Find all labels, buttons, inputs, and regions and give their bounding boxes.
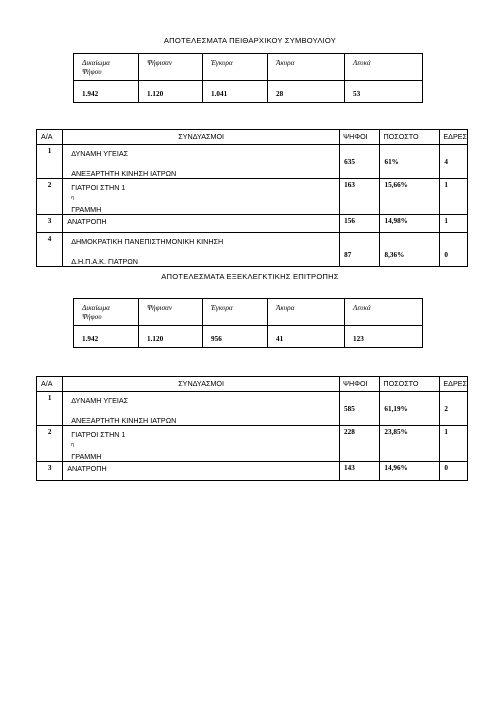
col-no: Α/Α (37, 130, 63, 145)
col-percentage: ΠΟΣΟΣΤΟ (380, 130, 440, 145)
value-valid: 1.041 (203, 81, 268, 103)
value-invalid: 41 (268, 326, 345, 348)
value-voted: 1.120 (139, 326, 203, 348)
table-row: 2 ΓΙΑΤΡΟΙ ΣΤΗΝ 1 η ΓΡΑΜΜΗ 163 15,66% 1 (37, 179, 468, 215)
value-eligible: 1.942 (74, 81, 139, 103)
header-voted: Ψήφισαν (139, 299, 203, 326)
col-seats: ΕΔΡΕΣ (440, 377, 468, 392)
value-valid: 956 (203, 326, 268, 348)
col-coalitions: ΣΥΝΔΥΑΣΜΟΙ (63, 377, 340, 392)
committee-results-table (36, 376, 468, 481)
board-results-table (36, 129, 468, 267)
table-row: 4 ΔΗΜΟΚΡΑΤΙΚΗ ΠΑΝΕΠΙΣΤΗΜΟΝΙΚΗ ΚΙΝΗΣΗ Δ.Η.Π.Α.Κ. ΓΙΑΤΡΩΝ 87 8,36% 0 (37, 233, 468, 267)
board-title: ΑΠΟΤΕΛΕΣΜΑΤΑ ΠΕΙΘΑΡΧΙΚΟΥ ΣΥΜΒΟΥΛΙΟΥ (163, 36, 337, 45)
col-seats: ΕΔΡΕΣ (440, 130, 468, 145)
header-eligible: Δικαίωμα Ψήφου (74, 54, 139, 81)
col-coalitions: ΣΥΝΔΥΑΣΜΟΙ (63, 130, 340, 145)
col-votes: ΨΗΦΟΙ (340, 130, 380, 145)
table-row: 1 ΔΥΝΑΜΗ ΥΓΕΙΑΣ ΑΝΕΞΑΡΤΗΤΗ ΚΙΝΗΣΗ ΙΑΤΡΩΝ 635 61% 4 (37, 145, 468, 179)
header-blank: Λευκά (345, 299, 423, 326)
table-row: 3 ΑΝΑΤΡΟΠΗ 156 14,98% 1 (37, 215, 468, 233)
header-eligible: Δικαίωμα Ψήφου (74, 299, 139, 326)
col-percentage: ΠΟΣΟΣΤΟ (380, 377, 440, 392)
board-summary-table (73, 53, 423, 103)
col-no: Α/Α (37, 377, 63, 392)
value-blank: 53 (345, 81, 423, 103)
committee-summary-table (73, 298, 423, 348)
header-valid: Έγκυρα (203, 54, 268, 81)
header-blank: Λευκά (345, 54, 423, 81)
header-valid: Έγκυρα (203, 299, 268, 326)
value-invalid: 28 (268, 81, 345, 103)
header-invalid: Άκυρα (268, 299, 345, 326)
value-eligible: 1.942 (74, 326, 139, 348)
committee-title: ΑΠΟΤΕΛΕΣΜΑΤΑ ΕΞΕΚΛΕΓΚΤΙΚΗΣ ΕΠΙΤΡΟΠΗΣ (161, 272, 339, 281)
value-blank: 123 (345, 326, 423, 348)
value-voted: 1.120 (139, 81, 203, 103)
table-row: 3 ΑΝΑΤΡΟΠΗ 143 14,96% 0 (37, 462, 468, 481)
header-voted: Ψήφισαν (139, 54, 203, 81)
header-invalid: Άκυρα (268, 54, 345, 81)
col-votes: ΨΗΦΟΙ (340, 377, 380, 392)
table-row: 2 ΓΙΑΤΡΟΙ ΣΤΗΝ 1 η ΓΡΑΜΜΗ 228 23,85% 1 (37, 426, 468, 462)
table-row: 1 ΔΥΝΑΜΗ ΥΓΕΙΑΣ ΑΝΕΞΑΡΤΗΤΗ ΚΙΝΗΣΗ ΙΑΤΡΩΝ 585 61,19% 2 (37, 392, 468, 426)
